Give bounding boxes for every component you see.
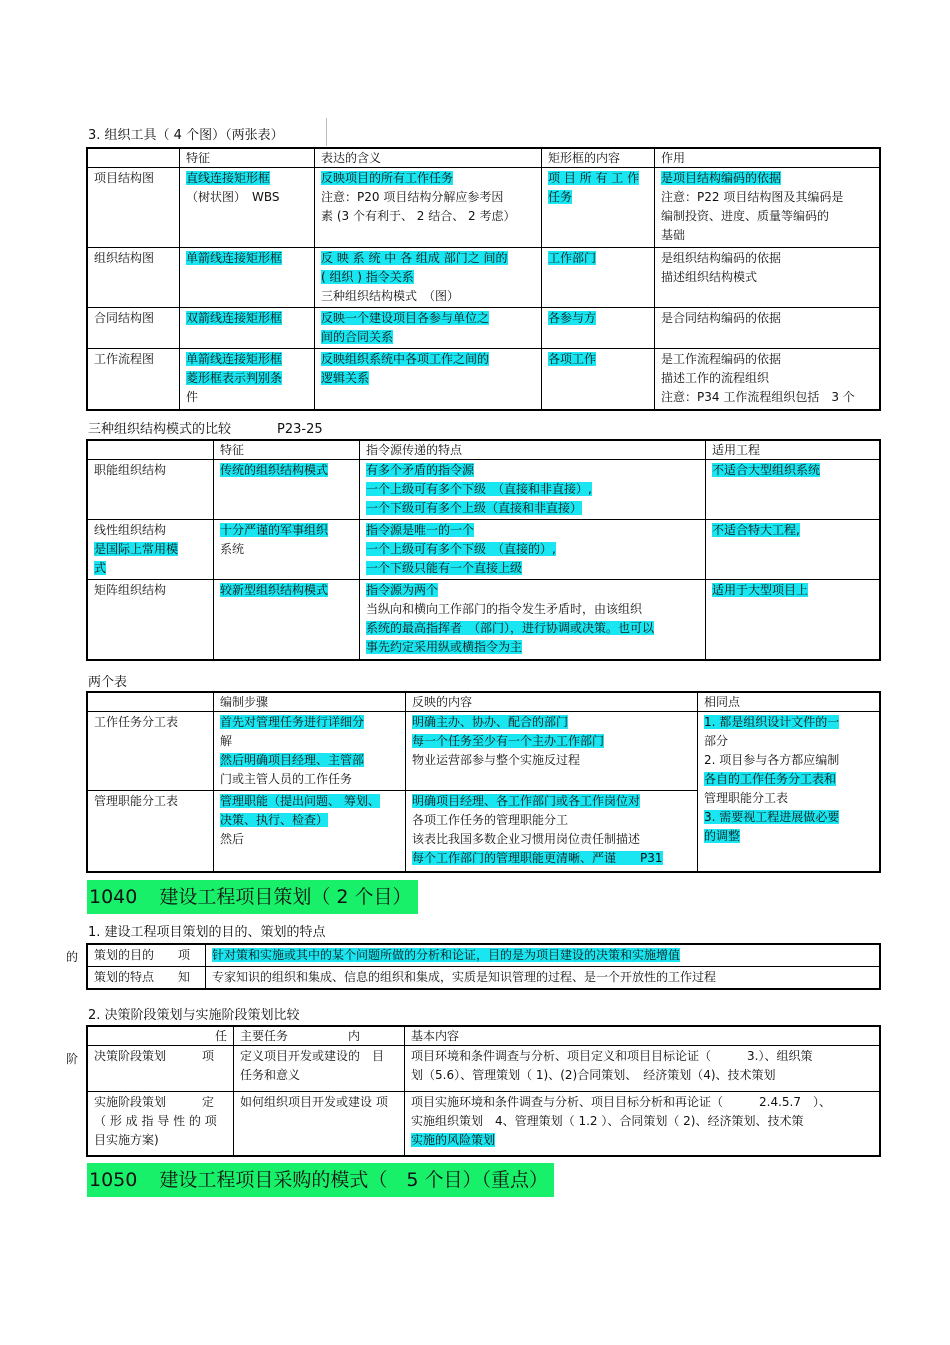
task-cell: 如何组织项目开发或建设 项 xyxy=(234,1092,405,1156)
box-cell: 工作部门 xyxy=(542,248,655,308)
feature-cell: 传统的组织结构模式 xyxy=(214,460,360,520)
header-cell: 矩形框的内容 xyxy=(542,149,655,168)
trait-cell: 有多个矛盾的指令源 一个上级可有多个下级 （直接和非直接）, 一个下级可有多个上级（直接和非直接） xyxy=(360,460,706,520)
compare-table xyxy=(87,1026,880,1156)
table-row xyxy=(88,945,880,967)
section-title-compare: 2. 决策阶段策划与实施阶段策划比较 xyxy=(88,1008,300,1023)
header-cell: 特征 xyxy=(180,149,315,168)
task-cell: 定义项目开发或建设的 目 任务和意义 xyxy=(234,1046,405,1092)
section-banner-1040: 1040 建设工程项目策划（ 2 个目） xyxy=(87,880,418,914)
table-row xyxy=(88,967,880,989)
content-cell: 项目实施环境和条件调查与分析、项目目标分析和再论证（ 2.4.5.7 ）、 实施组织策划 4、管理策划（ 1.2 ）、合同策划（ 2)、经济策划、技术策 实施的风险策划 xyxy=(405,1092,880,1156)
table-row xyxy=(88,308,880,349)
row-name: 职能组织结构 xyxy=(88,460,214,520)
table-header-row xyxy=(88,1027,880,1046)
header-cell xyxy=(88,441,214,460)
feature-cell: 十分严谨的军事组织 系统 xyxy=(214,520,360,580)
header-cell: 相同点 xyxy=(698,693,880,712)
header-cell: 表达的含义 xyxy=(315,149,542,168)
divider xyxy=(326,118,327,146)
margin-label: 的 xyxy=(66,950,79,964)
table-row xyxy=(88,520,880,580)
table-row xyxy=(88,580,880,660)
section-title-tables: 两个表 xyxy=(88,675,128,690)
feature-cell: 直线连接矩形框 （树状图） WBS xyxy=(180,168,315,248)
box-cell: 各参与方 xyxy=(542,308,655,349)
row-name: 合同结构图 xyxy=(88,308,180,349)
row-name: 决策阶段策划 项 xyxy=(88,1046,234,1092)
header-cell xyxy=(88,693,214,712)
content-cell: 项目环境和条件调查与分析、项目定义和项目目标论证（ 3.）、组织策 划（5.6）、管理策划（ 1)、(2)合同策划、 经济策划（4)、技术策划 xyxy=(405,1046,880,1092)
plan-table xyxy=(87,944,880,989)
text-cell: 专家知识的组织和集成、信息的组织和集成，实质是知识管理的过程、是一个开放性的工作过程 xyxy=(206,967,880,989)
meaning-cell: 反映组织系统中各项工作之间的 逻辑关系 xyxy=(315,349,542,410)
table-row xyxy=(88,168,880,248)
use-cell: 是组织结构编码的依据 描述组织结构模式 xyxy=(655,248,880,308)
common-cell: 1. 都是组织设计文件的一 部分 2. 项目参与各方都应编制 各自的工作任务分工表和 管理职能分工表 3. 需要视工程进展做必要 的调整 xyxy=(698,712,880,872)
table-header-row xyxy=(88,441,880,460)
box-cell: 项 目 所 有 工 作 任务 xyxy=(542,168,655,248)
two-tables-table xyxy=(87,692,880,872)
apply-cell: 适用于大型项目上 xyxy=(706,580,880,660)
header-cell: 指令源传递的特点 xyxy=(360,441,706,460)
meaning-cell: 反映一个建设项目各参与单位之 间的合同关系 xyxy=(315,308,542,349)
section-title-modes: 三种组织结构模式的比较 P23-25 xyxy=(88,422,323,437)
content-cell: 明确项目经理、各工作部门或各工作岗位对 各项工作任务的管理职能分工 该表比我国多数企业习惯用岗位责任制描述 每个工作部门的管理职能更清晰、严谨 P31 xyxy=(406,791,698,872)
section-banner-1050: 1050 建设工程项目采购的模式（ 5 个目）（重点） xyxy=(87,1163,554,1197)
row-name: 实施阶段策划 定 （ 形 成 指 导 性 的 项 目实施方案) xyxy=(88,1092,234,1156)
header-cell: 作用 xyxy=(655,149,880,168)
trait-cell: 指令源是唯一的一个 一个上级可有多个下级 （直接的）, 一个下级只能有一个直接上级 xyxy=(360,520,706,580)
header-cell: 适用工程 xyxy=(706,441,880,460)
row-name: 管理职能分工表 xyxy=(88,791,214,872)
table-row xyxy=(88,349,880,410)
row-name: 策划的特点 知 xyxy=(88,967,206,989)
steps-cell: 管理职能（提出问题、 筹划、 决策、执行、检查） 然后 xyxy=(214,791,406,872)
row-name: 线性组织结构 是国际上常用模 式 xyxy=(88,520,214,580)
table-row xyxy=(88,248,880,308)
row-name: 项目结构图 xyxy=(88,168,180,248)
meaning-cell: 反映项目的所有工作任务 注意：P20 项目结构分解应参考因 素 (3 个有利于、 2 结合、 2 考虑） xyxy=(315,168,542,248)
apply-cell: 不适合大型组织系统 xyxy=(706,460,880,520)
header-cell: 基本内容 xyxy=(405,1027,880,1046)
row-name: 策划的目的 项 xyxy=(88,945,206,967)
table-row xyxy=(88,712,880,791)
section-title-tools: 3. 组织工具（ 4 个图）（两张表） xyxy=(88,128,284,143)
feature-cell: 双箭线连接矩形框 xyxy=(180,308,315,349)
text-cell: 针对策和实施或其中的某个问题所做的分析和论证，目的是为项目建设的决策和实施增值 xyxy=(206,945,880,967)
content-cell: 明确主办、协办、配合的部门 每一个任务至少有一个主办工作部门 物业运营部参与整个实施反过程 xyxy=(406,712,698,791)
box-cell: 各项工作 xyxy=(542,349,655,410)
header-cell: 主要任务 内 xyxy=(234,1027,405,1046)
header-cell: 反映的内容 xyxy=(406,693,698,712)
row-name: 工作流程图 xyxy=(88,349,180,410)
use-cell: 是项目结构编码的依据 注意：P22 项目结构图及其编码是 编制投资、进度、质量等编码的 基础 xyxy=(655,168,880,248)
tools-table xyxy=(87,148,880,410)
row-name: 组织结构图 xyxy=(88,248,180,308)
use-cell: 是合同结构编码的依据 xyxy=(655,308,880,349)
row-name: 工作任务分工表 xyxy=(88,712,214,791)
table-header-row xyxy=(88,693,880,712)
steps-cell: 首先对管理任务进行详细分 解 然后明确项目经理、主管部 门或主管人员的工作任务 xyxy=(214,712,406,791)
feature-cell: 较新型组织结构模式 xyxy=(214,580,360,660)
apply-cell: 不适合特大工程, xyxy=(706,520,880,580)
table-row xyxy=(88,460,880,520)
feature-cell: 单箭线连接矩形框 菱形框表示判别条 件 xyxy=(180,349,315,410)
trait-cell: 指令源为两个 当纵向和横向工作部门的指令发生矛盾时，由该组织 系统的最高指挥者 （部门），进行协调或决策。也可以 事先约定采用纵或横指令为主 xyxy=(360,580,706,660)
table-row xyxy=(88,1046,880,1092)
header-cell: 任 xyxy=(88,1027,234,1046)
use-cell: 是工作流程编码的依据 描述工作的流程组织 注意：P34 工作流程组织包括 3 个 xyxy=(655,349,880,410)
table-header-row xyxy=(88,149,880,168)
row-name: 矩阵组织结构 xyxy=(88,580,214,660)
feature-cell: 单箭线连接矩形框 xyxy=(180,248,315,308)
header-cell: 特征 xyxy=(214,441,360,460)
header-cell: 编制步骤 xyxy=(214,693,406,712)
modes-table xyxy=(87,440,880,660)
table-row xyxy=(88,1092,880,1156)
section-title-plan: 1. 建设工程项目策划的目的、策划的特点 xyxy=(88,925,326,940)
margin-label: 阶 xyxy=(66,1052,79,1066)
meaning-cell: 反 映 系 统 中 各 组成 部门之 间的 ( 组织 ) 指令关系 三种组织结构模式 （图） xyxy=(315,248,542,308)
header-cell xyxy=(88,149,180,168)
